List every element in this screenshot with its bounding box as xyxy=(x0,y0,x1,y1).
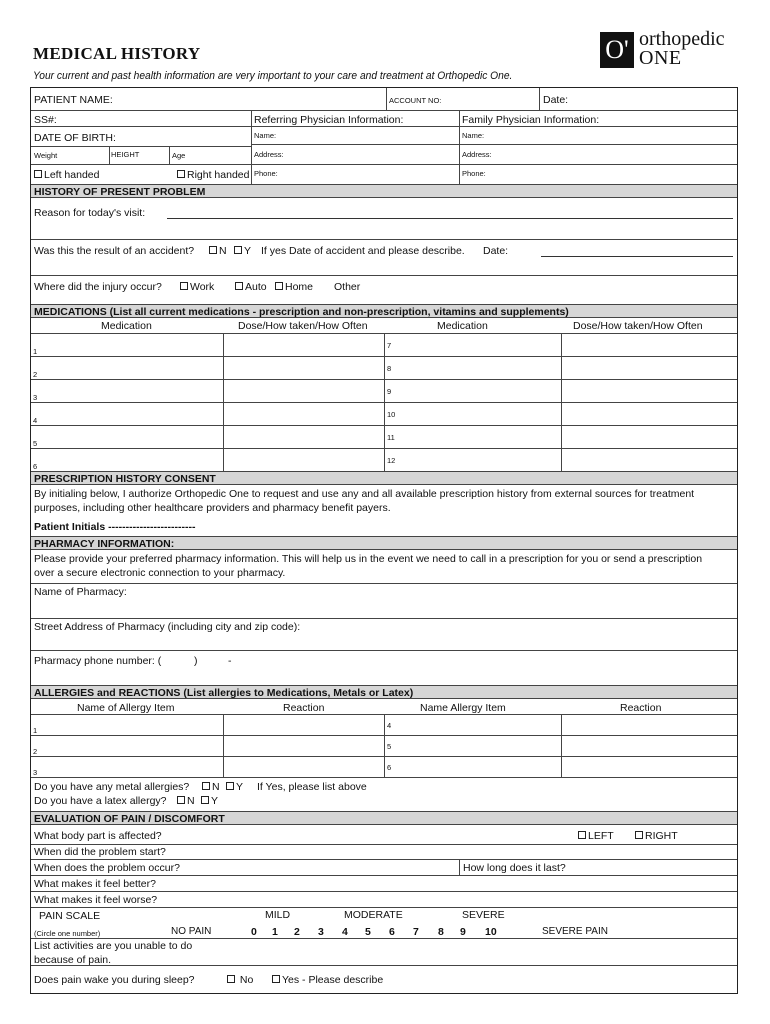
patient-initials-field[interactable]: Patient Initials ------------------------- xyxy=(34,521,196,533)
metal-no-label: N xyxy=(212,781,220,793)
pain-scale-9[interactable]: 9 xyxy=(460,926,466,938)
sleep-question: Does pain wake you during sleep? xyxy=(34,974,195,986)
page-title: MEDICAL HISTORY xyxy=(33,44,201,63)
accident-date-label: Date: xyxy=(483,245,509,257)
home-checkbox[interactable] xyxy=(275,282,283,290)
auto-checkbox[interactable] xyxy=(235,282,243,290)
med-row-number: 3 xyxy=(33,393,38,402)
section-allergies xyxy=(31,685,737,699)
left-handed-label: Left handed xyxy=(44,169,100,181)
pain-scale-0[interactable]: 0 xyxy=(251,926,257,938)
how-long-question: How long does it last? xyxy=(463,862,566,874)
latex-no-label: N xyxy=(187,795,195,807)
pharmacy-address-field[interactable]: Street Address of Pharmacy (including city and zip code): xyxy=(34,621,301,633)
injury-location-question: Where did the injury occur? xyxy=(34,281,162,293)
metal-allergy-question: Do you have any metal allergies? xyxy=(34,781,190,793)
work-label: Work xyxy=(190,281,215,293)
right-handed-checkbox[interactable] xyxy=(177,170,185,178)
section-heading: MEDICATIONS (List all current medications - prescription and non-prescription, vitamins and supplements) xyxy=(34,306,569,318)
metal-yes-note: If Yes, please list above xyxy=(257,781,367,793)
section-pharmacy xyxy=(31,536,737,550)
sleep-yes-checkbox[interactable] xyxy=(272,975,280,983)
pain-scale-7[interactable]: 7 xyxy=(413,926,419,938)
accident-no-option[interactable] xyxy=(209,245,227,257)
home-label: Home xyxy=(285,281,314,293)
pharmacy-text-line1: Please provide your preferred pharmacy information. This will help us in the event we need to call in a prescription for you or send a prescription xyxy=(34,553,703,565)
accident-date-line[interactable] xyxy=(541,256,733,257)
allergy-row-number: 4 xyxy=(387,721,392,730)
med-row-number: 7 xyxy=(387,341,392,350)
left-handed-checkbox[interactable] xyxy=(34,170,42,178)
section-medications xyxy=(31,304,737,318)
sleep-no-label: No xyxy=(239,974,254,986)
reason-for-visit-label: Reason for today's visit: xyxy=(34,207,146,219)
date-of-birth-field[interactable]: DATE OF BIRTH: xyxy=(34,132,116,144)
latex-allergy-question: Do you have a latex allergy? xyxy=(34,795,167,807)
section-present-problem xyxy=(31,184,737,198)
accident-describe-label: If yes Date of accident and please describe. xyxy=(261,245,465,257)
no-pain-label: NO PAIN xyxy=(171,926,212,937)
right-handed-option[interactable] xyxy=(177,169,249,181)
med-row-number: 9 xyxy=(387,387,392,396)
allergy-reaction-header: Reaction xyxy=(283,702,325,714)
pain-scale-10[interactable]: 10 xyxy=(485,926,497,938)
height-field[interactable]: HEIGHT xyxy=(111,150,140,159)
left-side-option[interactable] xyxy=(578,830,614,842)
pharmacy-phone-field[interactable]: Pharmacy phone number: ( xyxy=(34,655,162,667)
pain-scale-label: PAIN SCALE xyxy=(39,910,101,922)
allergy-row-number: 1 xyxy=(33,726,38,735)
allergy-reaction-header-2: Reaction xyxy=(620,702,662,714)
dose-column-header-2: Dose/How taken/How Often xyxy=(573,320,703,332)
latex-no-option[interactable] xyxy=(177,795,195,807)
reason-for-visit-line[interactable] xyxy=(167,218,733,219)
accident-yes-label: Y xyxy=(244,245,252,257)
allergy-name-header: Name of Allergy Item xyxy=(77,702,175,714)
family-physician-title: Family Physician Information: xyxy=(462,114,600,126)
metal-yes-option[interactable] xyxy=(226,781,243,793)
accident-yes-checkbox[interactable] xyxy=(234,246,242,254)
latex-yes-checkbox[interactable] xyxy=(201,796,209,804)
work-checkbox[interactable] xyxy=(180,282,188,290)
accident-no-label: N xyxy=(219,245,227,257)
pain-scale-3[interactable]: 3 xyxy=(318,926,324,938)
left-side-label: LEFT xyxy=(588,830,614,842)
feel-better-question: What makes it feel better? xyxy=(34,878,156,890)
injury-home-option[interactable] xyxy=(275,281,313,293)
pain-scale-1[interactable]: 1 xyxy=(272,926,278,938)
section-heading: PHARMACY INFORMATION: xyxy=(34,538,175,550)
age-field[interactable]: Age xyxy=(172,151,186,160)
med-column-header: Medication xyxy=(101,320,152,332)
med-row-number: 10 xyxy=(387,410,396,419)
med-row-number: 6 xyxy=(33,462,38,471)
metal-no-checkbox[interactable] xyxy=(202,782,210,790)
referring-physician-name[interactable]: Name: xyxy=(254,131,277,140)
allergy-row-number: 3 xyxy=(33,768,38,777)
problem-occur-question: When does the problem occur? xyxy=(34,862,180,874)
pain-moderate-label: MODERATE xyxy=(344,909,403,921)
ss-number-field[interactable]: SS#: xyxy=(34,114,57,126)
pain-scale-6[interactable]: 6 xyxy=(389,926,395,938)
auto-label: Auto xyxy=(245,281,267,293)
metal-yes-label: Y xyxy=(236,781,244,793)
referring-physician-address[interactable]: Address: xyxy=(254,150,284,159)
date-field[interactable]: Date: xyxy=(543,94,569,106)
med-row-number: 5 xyxy=(33,439,38,448)
pain-severe-label: SEVERE xyxy=(462,909,505,921)
accident-no-checkbox[interactable] xyxy=(209,246,217,254)
logo-word-one: ONE xyxy=(639,47,682,69)
right-side-checkbox[interactable] xyxy=(635,831,643,839)
pain-mild-label: MILD xyxy=(265,909,291,921)
patient-name-field[interactable]: PATIENT NAME: xyxy=(34,94,113,106)
section-consent xyxy=(31,471,737,485)
right-side-option[interactable] xyxy=(635,830,678,842)
injury-auto-option[interactable] xyxy=(235,281,267,293)
referring-physician-phone[interactable]: Phone: xyxy=(254,169,278,178)
severe-pain-label: SEVERE PAIN xyxy=(542,926,608,937)
med-column-header-2: Medication xyxy=(437,320,488,332)
accident-question: Was this the result of an accident? xyxy=(34,245,195,257)
logo-word-orthopedic: orthopedic xyxy=(639,28,725,50)
pharmacy-name-field[interactable]: Name of Pharmacy: xyxy=(34,586,127,598)
pain-scale-8[interactable]: 8 xyxy=(438,926,444,938)
med-row-number: 8 xyxy=(387,364,392,373)
latex-no-checkbox[interactable] xyxy=(177,796,185,804)
section-heading: HISTORY OF PRESENT PROBLEM xyxy=(34,186,206,198)
right-side-label: RIGHT xyxy=(645,830,678,842)
body-part-question: What body part is affected? xyxy=(34,830,162,842)
account-no-field[interactable]: ACCOUNT NO: xyxy=(389,96,442,105)
latex-yes-label: Y xyxy=(211,795,219,807)
section-heading: PRESCRIPTION HISTORY CONSENT xyxy=(34,473,216,485)
weight-field[interactable]: Weight xyxy=(34,151,58,160)
allergy-row-number: 2 xyxy=(33,747,38,756)
activities-question-line2: because of pain. xyxy=(34,954,112,966)
metal-yes-checkbox[interactable] xyxy=(226,782,234,790)
dose-column-header: Dose/How taken/How Often xyxy=(238,320,368,332)
med-row-number: 2 xyxy=(33,370,38,379)
circle-instruction: (Circle one number) xyxy=(34,929,101,938)
pain-scale-2[interactable]: 2 xyxy=(294,926,300,938)
consent-text-line2: purposes, including other healthcare providers and pharmacy benefit payers. xyxy=(34,502,391,514)
left-handed-option[interactable] xyxy=(34,169,99,181)
med-row-number: 1 xyxy=(33,347,38,356)
pain-scale-4[interactable]: 4 xyxy=(342,926,348,938)
sleep-no-checkbox[interactable] xyxy=(227,975,235,983)
right-handed-label: Right handed xyxy=(187,169,250,181)
consent-text-line1: By initialing below, I authorize Orthopedic One to request and use any and all available prescription history from external sources for treatment xyxy=(34,488,695,500)
feel-worse-question: What makes it feel worse? xyxy=(34,894,158,906)
sleep-yes-option[interactable] xyxy=(272,974,383,986)
logo-mark: O' xyxy=(600,32,634,68)
family-physician-name[interactable]: Name: xyxy=(462,131,485,140)
problem-start-question: When did the problem start? xyxy=(34,846,166,858)
left-side-checkbox[interactable] xyxy=(578,831,586,839)
allergy-row-number: 6 xyxy=(387,763,392,772)
activities-question-line1: List activities are you unable to do xyxy=(34,940,193,952)
medical-history-form xyxy=(30,87,738,994)
pharmacy-phone-dash: - xyxy=(228,655,232,667)
med-row-number: 11 xyxy=(387,433,395,442)
sleep-yes-label: Yes - Please describe xyxy=(282,974,384,986)
page-subtitle: Your current and past health information are very important to your care and treatment at Orthopedic One. xyxy=(33,70,513,82)
pharmacy-text-line2: over a secure electronic connection to your pharmacy. xyxy=(34,567,286,579)
orthopedic-one-logo xyxy=(600,30,740,72)
med-row-number: 12 xyxy=(387,456,396,465)
metal-no-option[interactable] xyxy=(202,781,220,793)
latex-yes-option[interactable] xyxy=(201,795,218,807)
pharmacy-phone-paren: ) xyxy=(194,655,198,667)
accident-yes-option[interactable] xyxy=(234,245,251,257)
med-row-number: 4 xyxy=(33,416,38,425)
allergy-row-number: 5 xyxy=(387,742,392,751)
section-pain xyxy=(31,811,737,825)
injury-work-option[interactable] xyxy=(180,281,214,293)
allergy-name-header-2: Name Allergy Item xyxy=(420,702,506,714)
family-physician-phone[interactable]: Phone: xyxy=(462,169,486,178)
injury-other-label: Other xyxy=(334,281,361,293)
family-physician-address[interactable]: Address: xyxy=(462,150,492,159)
sleep-no-option[interactable] xyxy=(227,974,253,986)
section-heading: ALLERGIES and REACTIONS (List allergies to Medications, Metals or Latex) xyxy=(34,687,414,699)
pain-scale-5[interactable]: 5 xyxy=(365,926,371,938)
section-heading: EVALUATION OF PAIN / DISCOMFORT xyxy=(34,813,225,825)
referring-physician-title: Referring Physician Information: xyxy=(254,114,404,126)
